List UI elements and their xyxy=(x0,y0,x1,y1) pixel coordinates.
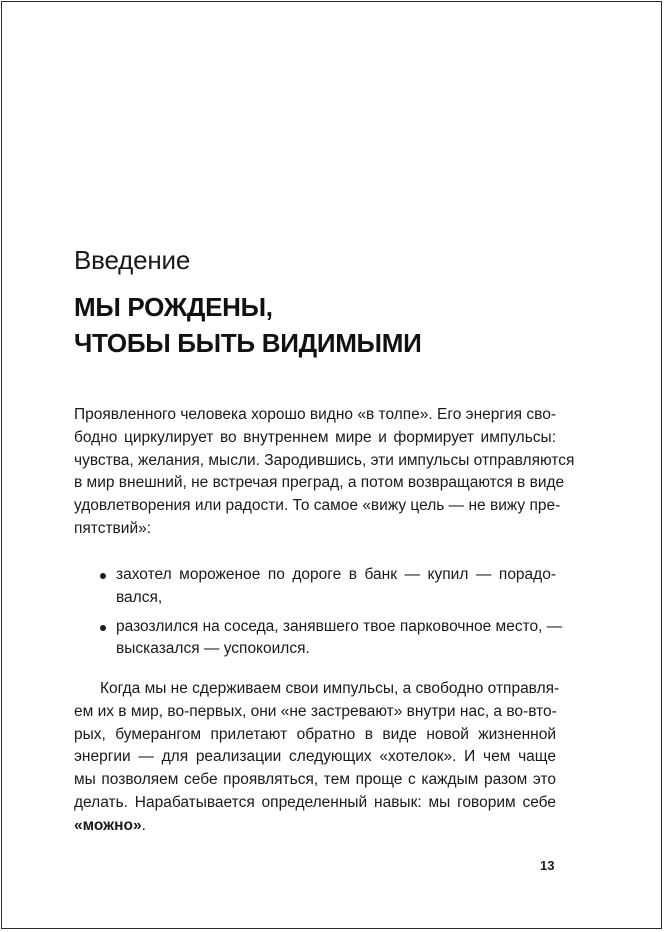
paragraph-line: Когда мы не сдерживаем свои импульсы, а свободно отправля- xyxy=(100,680,560,697)
paragraph-1 xyxy=(74,404,575,541)
paragraph-line: делать. Нарабатывается определенный навык: мы говорим себе xyxy=(74,793,556,811)
bullet-line: вался, xyxy=(116,588,163,606)
bullet-line: высказался — успокоился. xyxy=(116,640,310,658)
paragraph-line: чувства, желания, мысли. Зародившись, эти импульсы отправляются xyxy=(74,451,575,469)
bullet-item xyxy=(74,564,556,610)
page-number: 13 xyxy=(540,858,555,873)
paragraph-line: мы позволяем себе проявляться, тем проще с каждым разом это xyxy=(74,771,556,789)
bullet-dot-icon xyxy=(100,625,106,631)
bullet-line: разозлился на соседа, занявшего твое парковочное место, — xyxy=(116,617,563,635)
paragraph-2 xyxy=(74,678,560,838)
bullet-list xyxy=(74,564,563,667)
paragraph-line: рых, бумерангом прилетают обратно в виде новой жизненной xyxy=(74,725,556,743)
section-label: Введение xyxy=(74,245,191,275)
chapter-title-line-1: МЫ РОЖДЕНЫ, xyxy=(74,292,273,322)
paragraph-line: энергии — для реализации следующих «хотелок». И чем чаще xyxy=(74,748,556,766)
closing-punctuation: . xyxy=(141,816,146,834)
bullet-dot-icon xyxy=(100,573,106,579)
bullet-item xyxy=(74,616,563,662)
paragraph-line: пятствий»: xyxy=(74,519,152,537)
paragraph-line: ем их в мир, во-первых, они «не застревают» внутри нас, а во-вто- xyxy=(74,702,557,720)
bullet-line: захотел мороженое по дороге в банк — купил — порадо- xyxy=(116,566,556,583)
paragraph-last-line xyxy=(74,815,556,838)
chapter-title xyxy=(74,289,421,361)
paragraph-line: в мир внешний, не встречая преград, а потом возвращаются в виде xyxy=(74,474,565,492)
emphasis-word: «можно» xyxy=(74,816,142,834)
chapter-title-line-2: ЧТОБЫ БЫТЬ ВИДИМЫМИ xyxy=(74,328,422,358)
paragraph-line: удовлетворения или радости. То самое «вижу цель — не вижу пре- xyxy=(74,497,561,515)
paragraph-line: Проявленного человека хорошо видно «в толпе». Его энергия сво- xyxy=(74,406,556,423)
paragraph-line: бодно циркулирует во внутреннем мире и формирует импульсы: xyxy=(74,428,556,446)
